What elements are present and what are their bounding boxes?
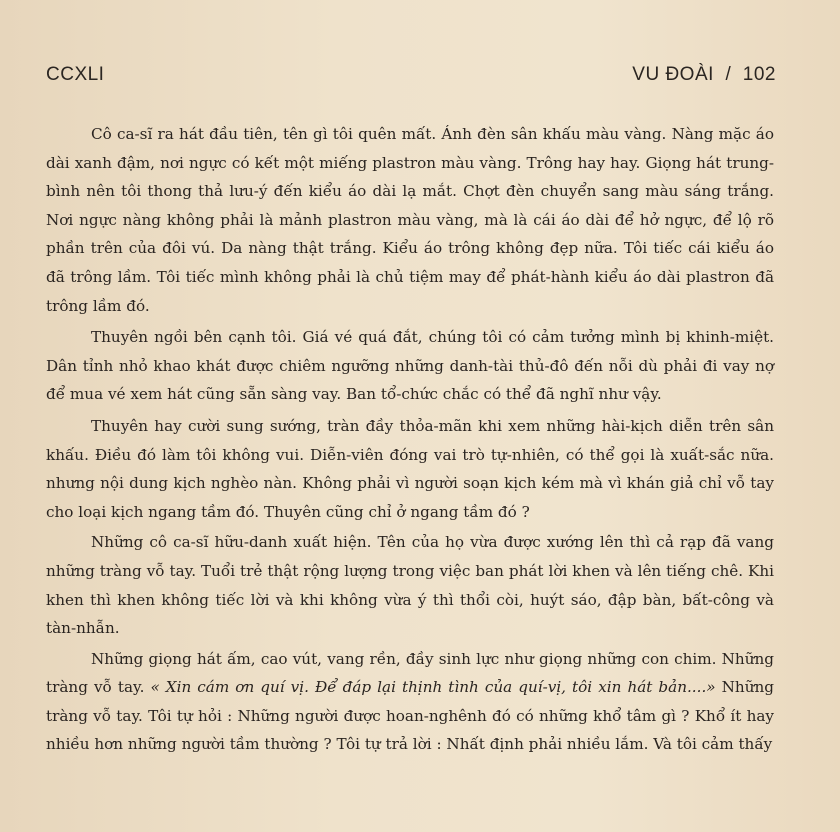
paragraph: Cô ca-sĩ ra hát đầu tiên, tên gì tôi quên mất. Ánh đèn sân khấu màu vàng. Nàng mặc áo dài xanh đậm, nơi ngực có kết một miếng plastron màu vàng. Trông hay hay. Giọng hát trung-bình nên tôi thong thả lưu-ý đến kiểu áo dài lạ mắt. Chợt đèn chuyển sang màu sáng trắng. Nơi ngực nàng không phải là mảnh plastron màu vàng, mà là cái áo dài để hở ngực, để lộ rõ phần trên của đôi vú. Da nàng thật trắng. Kiểu áo trông không đẹp nữa. Tôi tiếc cái kiểu áo đã trông lầm. Tôi tiếc mình không phải là chủ tiệm may để phát-hành kiểu áo dài plastron đã trông lầm đó. (46, 125, 774, 315)
page-body (46, 120, 774, 761)
paragraph: Thuyên hay cười sung sướng, tràn đầy thỏa-mãn khi xem những hài-kịch diễn trên sân khấu. Điều đó làm tôi không vui. Diễn-viên đóng vai trò tự-nhiên, có thể gọi là xuất-sắc nữa. nhưng nội dung kịch nghèo nàn. Không phải vì người soạn kịch kém mà vì khán giả chỉ vỗ tay cho loại kịch ngang tầm đó. Thuyên cũng chỉ ở ngang tầm đó ? (46, 416, 774, 521)
quoted-speech: « Xin cám ơn quí vị. Để đáp lại thịnh tình của quí-vị, tôi xin hát bản....» (150, 678, 716, 697)
running-title-page-number: VU ĐOÀI / 102 (632, 64, 776, 85)
paragraph-text: Những tràng vỗ tay. Tôi tự hỏi : Những người được hoan-nghênh đó có những khổ tâm gì ? Khổ ít hay nhiều hơn những người tầm thường ? Tôi tự trả lời : Nhất định phải nhiều lắm. Và tôi cảm thấy (46, 678, 774, 754)
chapter-number: CCXLI (46, 64, 105, 85)
paragraph-text: Những giọng hát ấm, cao vút, vang rền, đầy sinh lực như giọng những con chim. Những tràng vỗ tay. (46, 649, 774, 697)
paragraph: Những cô ca-sĩ hữu-danh xuất hiện. Tên của họ vừa được xướng lên thì cả rạp đã vang những tràng vỗ tay. Tuổi trẻ thật rộng lượng trong việc ban phát lời khen và lên tiếng chê. Khi khen thì khen không tiếc lời và khi không vừa ý thì thổi còi, huýt sáo, đập bàn, bất-công và tàn-nhẫn. (46, 533, 774, 638)
paragraph: Thuyên ngồi bên cạnh tôi. Giá vé quá đắt, chúng tôi có cảm tưởng mình bị khinh-miệt. Dân tỉnh nhỏ khao khát được chiêm ngưỡng những danh-tài thủ-đô đến nỗi dù phải đi vay nợ để mua vé xem hát cũng sẵn sàng vay. Ban tổ-chức chắc có thể đã nghĩ như vậy. (46, 328, 774, 404)
page-header (46, 64, 776, 94)
paragraph (46, 645, 774, 759)
